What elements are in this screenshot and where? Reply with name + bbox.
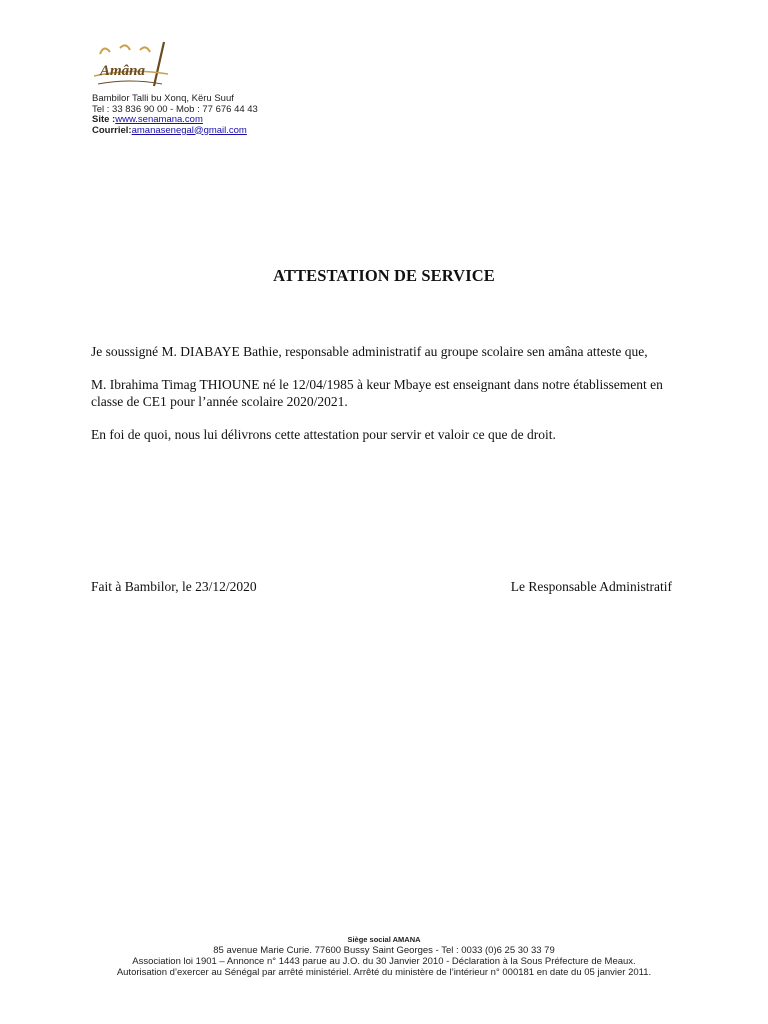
signatory-title: Le Responsable Administratif	[510, 579, 672, 594]
paragraph-closing: En foi de quoi, nous lui délivrons cette attestation pour servir et valoir ce que de droit.	[91, 427, 556, 442]
page-footer	[0, 935, 768, 978]
amana-logo	[90, 40, 172, 92]
footer-address: 85 avenue Marie Curie. 77600 Bussy Saint Georges - Tel : 0033 (0)6 25 30 33 79	[213, 945, 555, 956]
logo-text: Amâna	[100, 63, 146, 79]
header-address: Bambilor Talli bu Xonq, Këru Suuf	[92, 93, 234, 104]
footer-title: Siège social AMANA	[347, 935, 421, 944]
footer-association: Association loi 1901 – Annonce n° 1443 parue au J.O. du 30 Janvier 2010 - Déclaration à la Sous Préfecture de Meaux.	[132, 956, 636, 967]
email-label: Courriel:	[92, 124, 132, 136]
site-link[interactable]: www.senamana.com	[115, 114, 203, 125]
paragraph-attestation: M. Ibrahima Timag THIOUNE né le 12/04/1985 à keur Mbaye est enseignant dans notre établissement en classe de CE1 pour l’année scolaire 2020/2021.	[91, 377, 663, 409]
paragraph-intro: Je soussigné M. DIABAYE Bathie, responsable administratif au groupe scolaire sen amâna atteste que,	[91, 344, 648, 359]
footer-authorization: Autorisation d’exercer au Sénégal par arrêté ministériel. Arrêté du ministère de l’intérieur n° 000181 en date du 05 janvier 2011.	[116, 967, 652, 978]
site-label: Site :	[92, 114, 116, 125]
amana-logo-graphic	[90, 40, 172, 92]
header-contact	[92, 94, 258, 136]
document-title: ATTESTATION DE SERVICE	[273, 266, 495, 285]
document-body	[91, 343, 681, 459]
header-phone: Tel : 33 836 90 00 - Mob : 77 676 44 43	[92, 103, 258, 115]
header-email	[92, 126, 258, 137]
place-date: Fait à Bambilor, le 23/12/2020	[91, 579, 257, 594]
email-link[interactable]: amanasenegal@gmail.com	[131, 124, 247, 136]
